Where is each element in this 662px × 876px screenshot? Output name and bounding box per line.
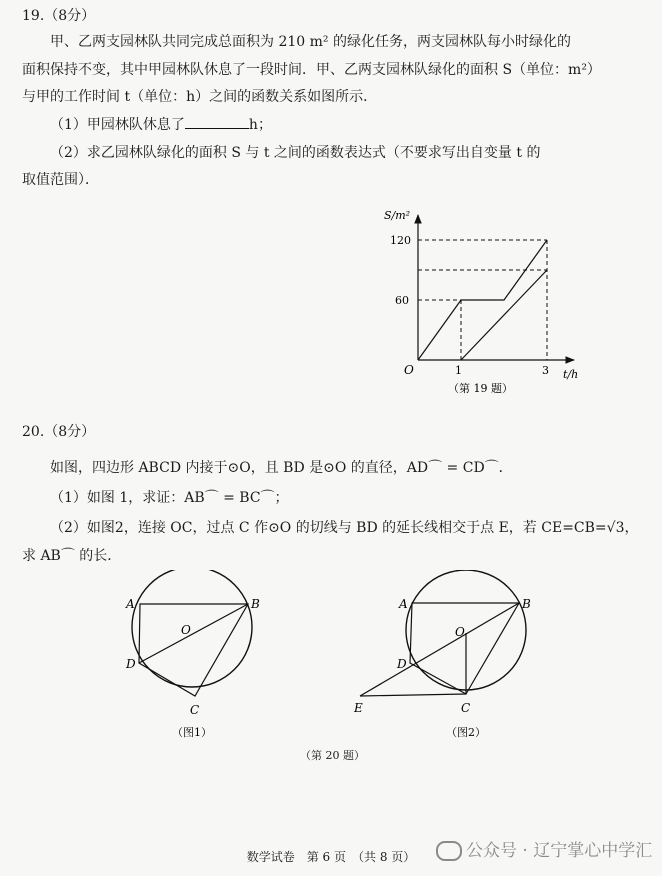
watermark-text: 公众号 · 辽宁掌心中学汇 <box>466 841 653 861</box>
label-a-fig2: A <box>399 597 408 611</box>
q19-function-graph <box>370 200 600 400</box>
fig2-caption: （图2） <box>446 726 486 739</box>
q19-text-line2: 面积保持不变，其中甲园林队休息了一段时间．甲、乙两支园林队绿化的面积 S（单位：m²） <box>22 62 601 78</box>
q20-intro: 如图，四边形 ABCD 内接于⊙O，且 BD 是⊙O 的直径，AD⌒ = CD⌒． <box>50 460 513 476</box>
label-b-fig2: B <box>522 597 531 611</box>
q20-part1: （1）如图 1，求证：AB⌒ = BC⌒； <box>50 490 289 506</box>
fig1-caption: （图1） <box>172 726 212 739</box>
label-c-fig1: C <box>190 703 200 717</box>
q19-header: 19.（8分） <box>22 8 96 24</box>
tangent-ce-fig2 <box>360 694 466 696</box>
x-tick-label-1: 1 <box>455 364 462 377</box>
q20-part2-line1: （2）如图2，连接 OC，过点 C 作⊙O 的切线与 BD 的延长线相交于点 E，若 CE=CB=√3， <box>50 520 639 536</box>
q20-header: 20.（8分） <box>22 424 96 440</box>
label-d-fig1: D <box>126 657 136 671</box>
x-tick-label-3: 3 <box>542 364 549 377</box>
label-o-fig2: O <box>455 625 465 639</box>
series-line-1 <box>418 240 547 360</box>
quad-abcd-fig1 <box>139 604 248 696</box>
label-e-fig2: E <box>354 701 363 715</box>
q19-part1-post: h； <box>248 117 272 133</box>
series-line-2 <box>461 270 547 360</box>
label-d-fig2: D <box>397 657 407 671</box>
q19-part2-line1: （2）求乙园林队绿化的面积 S 与 t 之间的函数表达式（不要求写出自变量 t 的 <box>50 145 541 161</box>
y-tick-label-60: 60 <box>395 294 409 307</box>
label-b-fig1: B <box>251 597 260 611</box>
label-o-fig1: O <box>181 623 191 637</box>
label-a-fig1: A <box>126 597 135 611</box>
label-c-fig2: C <box>461 701 471 715</box>
answer-blank[interactable] <box>185 114 249 129</box>
y-axis-label: S/m² <box>384 209 411 222</box>
q19-text-line1: 甲、乙两支园林队共同完成总面积为 210 m² 的绿化任务，两支园林队每小时绿化的 <box>50 34 571 50</box>
q20-figure-2 <box>348 570 548 750</box>
quad-abcd-fig2 <box>410 603 519 694</box>
x-axis-label: t/h <box>563 368 579 381</box>
y-tick-label-120: 120 <box>390 234 411 247</box>
q20-figure-1 <box>110 570 280 750</box>
q20-part2-line2: 求 AB⌒ 的长． <box>22 548 122 564</box>
origin-label: O <box>404 363 414 377</box>
q19-part2-line2: 取值范围）． <box>22 172 99 188</box>
page-footer: 数学试卷 第 6 页 （共 8 页） <box>246 850 416 864</box>
q19-part1 <box>50 114 272 135</box>
q19-text-line3: 与甲的工作时间 t（单位：h）之间的函数关系如图所示． <box>22 89 378 105</box>
q20-caption: （第 20 题） <box>300 749 365 762</box>
q19-part1-pre: （1）甲园林队休息了 <box>50 117 185 133</box>
q19-caption: （第 19 题） <box>448 382 513 395</box>
